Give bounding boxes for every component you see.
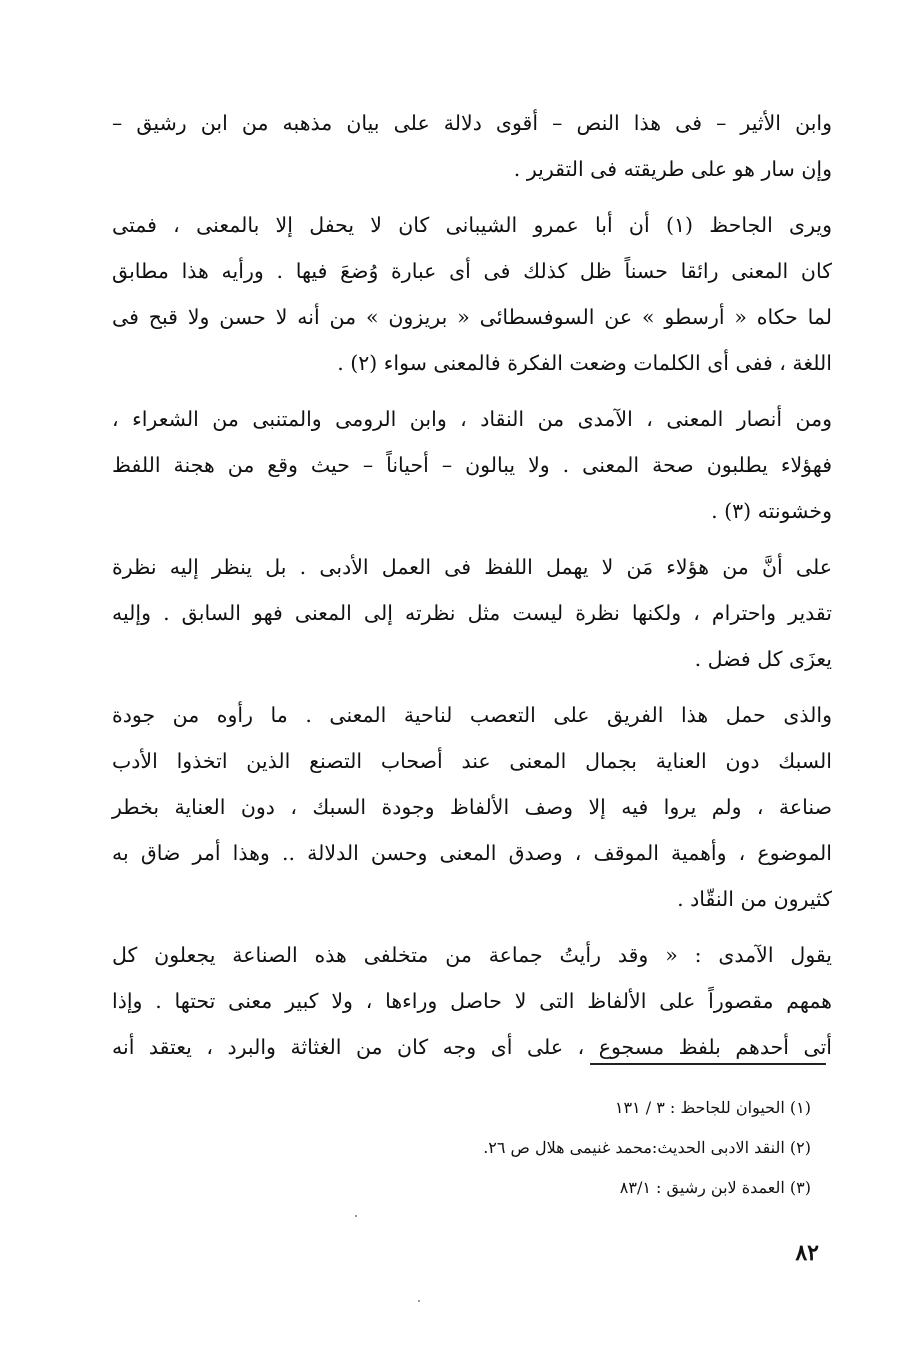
page-number: ٨٢ <box>795 1240 819 1266</box>
text-line: وإن سار هو على طريقته فى التقرير . <box>513 157 832 181</box>
text-line: كان المعنى رائقا حسناً ظل كذلك فى أى عبارة وُضعَ فيها . ورأيه هذا مطابق <box>112 259 832 283</box>
text-line: كثيرون من النقّاد . <box>677 887 832 911</box>
text-line: ويرى الجاحظ (١) أن أبا عمرو الشيبانى كان لا يحفل إلا بالمعنى ، فمتى <box>112 213 833 237</box>
footnote-2: (٢) النقد الادبى الحديث:محمد غنيمى هلال ص ٢٦. <box>483 1138 811 1157</box>
text-line: والذى حمل هذا الفريق على التعصب لناحية المعنى . ما رأوه من جودة <box>112 703 832 727</box>
text-line: تقدير واحترام ، ولكنها نظرة ليست مثل نظرته إلى المعنى فهو السابق . وإليه <box>112 601 832 625</box>
main-text <box>112 100 832 1080</box>
text-line: يقول الآمدى : « وقد رأيتُ جماعة من متخلفى هذه الصناعة يجعلون كل <box>112 943 832 967</box>
text-line: صناعة ، ولم يروا فيه إلا وصف الألفاظ وجودة السبك ، دون العناية بخطر <box>112 795 832 819</box>
text-line: لما حكاه « أرسطو » عن السوفسطائى « بريزون » من أنه لا حسن ولا قبح فى <box>112 305 832 329</box>
footnote-3: (٣) العمدة لابن رشيق : ٨٣/١ <box>619 1178 811 1197</box>
text-line: السبك دون العناية بجمال المعنى عند أصحاب التصنع الذين اتخذوا الأدب <box>112 749 832 773</box>
text-line: الموضوع ، وأهمية الموقف ، وصدق المعنى وحسن الدلالة .. وهذا أمر ضاق به <box>112 841 832 865</box>
text-line: وخشونته (٣) . <box>711 499 832 523</box>
paragraph-3 <box>112 396 832 534</box>
paragraph-4 <box>112 544 832 682</box>
print-speck <box>418 1300 420 1302</box>
footnote-divider <box>590 1063 826 1065</box>
text-line: اللغة ، ففى أى الكلمات وضعت الفكرة فالمعنى سواء (٢) . <box>337 351 832 375</box>
text-line: وابن الأثير – فى هذا النص – أقوى دلالة على بيان مذهبه من ابن رشيق – <box>112 111 832 135</box>
paragraph-6 <box>112 932 832 1070</box>
paragraph-2 <box>112 202 832 386</box>
paragraph-5 <box>112 692 832 922</box>
footnotes <box>391 1088 811 1208</box>
text-line: فهؤلاء يطلبون صحة المعنى . ولا يبالون – أحياناً – حيث وقع من هجنة اللفظ <box>112 453 832 477</box>
text-line: ومن أنصار المعنى ، الآمدى من النقاد ، وابن الرومى والمتنبى من الشعراء ، <box>112 407 832 431</box>
text-line: همهم مقصوراً على الألفاظ التى لا حاصل وراءها ، ولا كبير معنى تحتها . وإذا <box>112 989 832 1013</box>
paragraph-1 <box>112 100 832 192</box>
print-speck <box>355 1215 357 1217</box>
text-line: يعزَى كل فضل . <box>694 647 832 671</box>
footnote-1: (١) الحيوان للجاحظ : ٣ / ١٣١ <box>614 1098 811 1117</box>
text-line: أتى أحدهم بلفظ مسجوع ، على أى وجه كان من الغثاثة والبرد ، يعتقد أنه <box>112 1035 832 1059</box>
text-line: على أنَّ من هؤلاء مَن لا يهمل اللفظ فى العمل الأدبى . بل ينظر إليه نظرة <box>112 555 832 579</box>
